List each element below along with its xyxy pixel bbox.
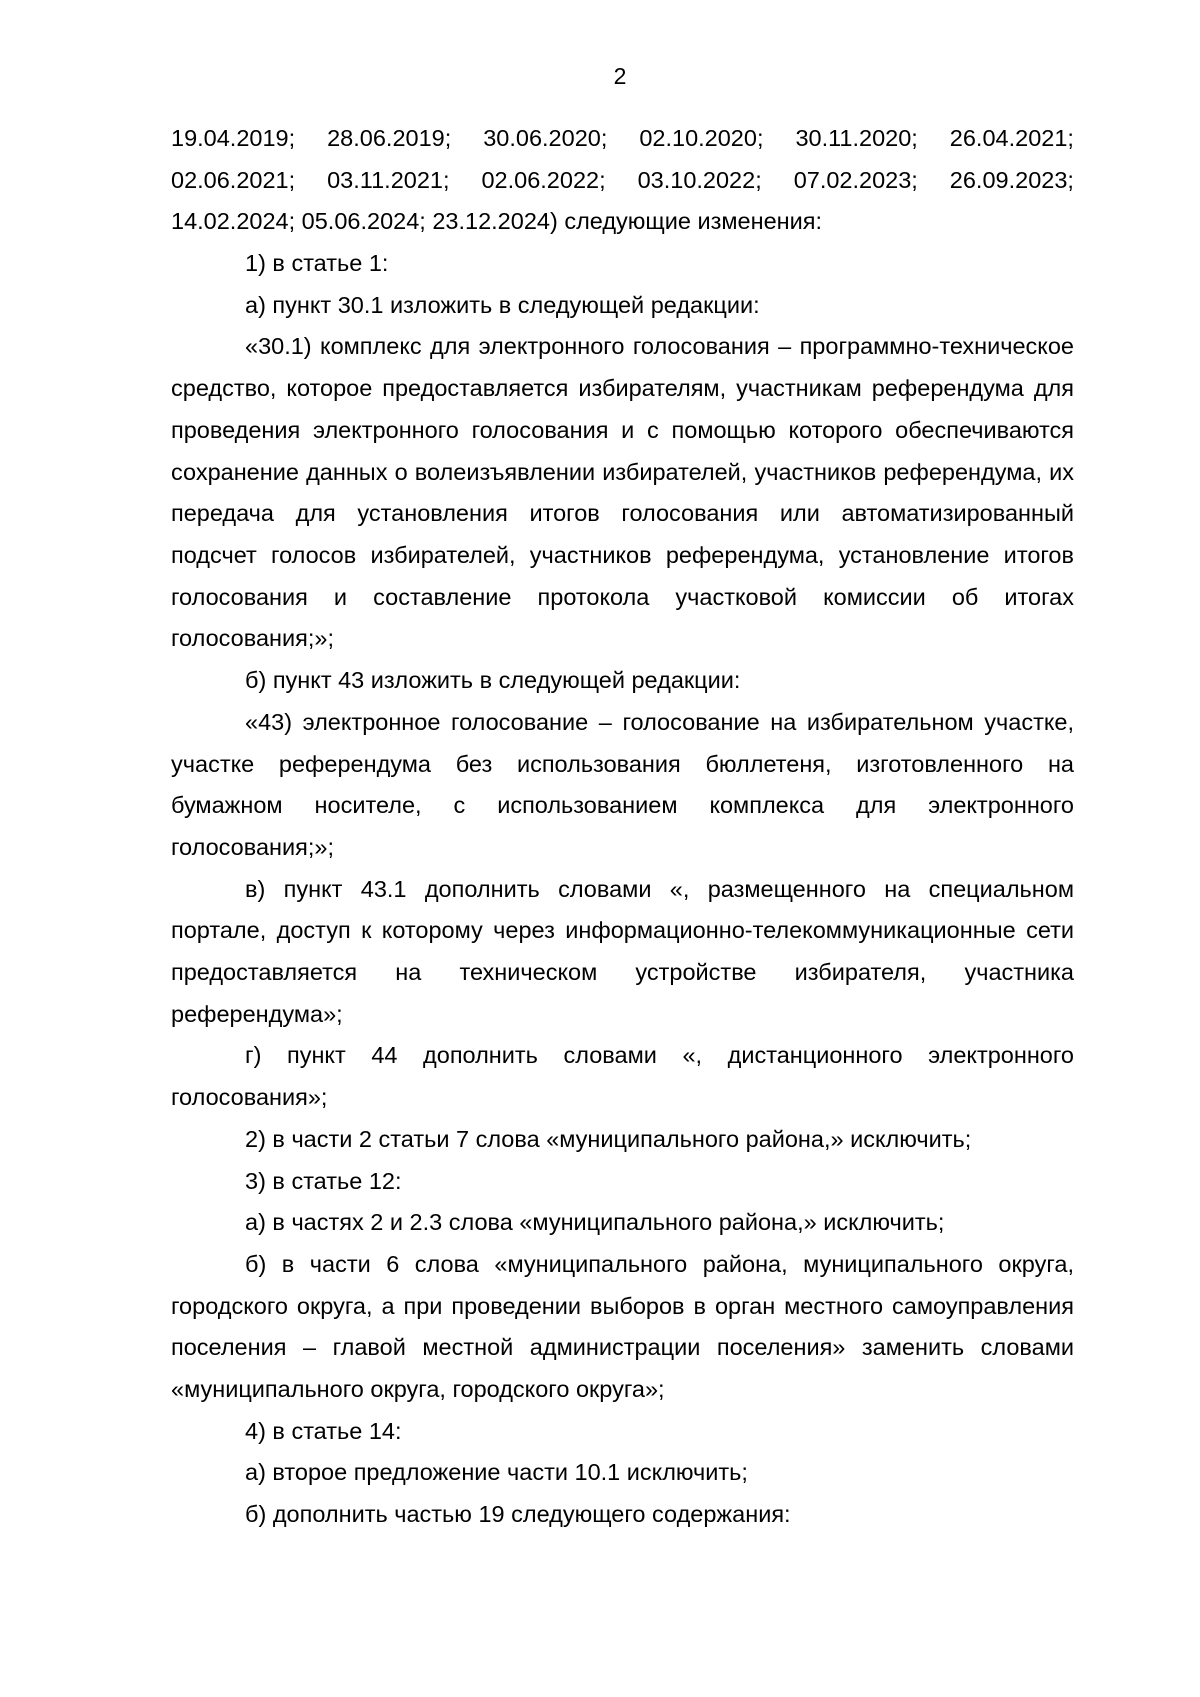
item-4-subitem-a-text: а) второе предложение части 10.1 исключить; bbox=[245, 1459, 748, 1486]
amendment-date: 30.06.2020; bbox=[483, 125, 608, 151]
amendment-date: 19.04.2019; bbox=[171, 125, 296, 151]
page-number: 2 bbox=[613, 63, 627, 89]
amendment-date: 07.02.2023; bbox=[793, 166, 918, 193]
subitem-a-heading: а) пункт 30.1 изложить в следующей редакции: bbox=[245, 291, 760, 318]
amendment-dates-row bbox=[171, 118, 1074, 160]
item-3-subitem-a-text: а) в частях 2 и 2.3 слова «муниципального района,» исключить; bbox=[245, 1209, 945, 1236]
clause-43-text: «43) электронное голосование – голосование на избирательном участке, участке референдума без использования бюллетеня, изготовленного на бумажном носителе, с использованием комплекса для электронного голосования;»; bbox=[171, 708, 1074, 860]
subitem-g-text: г) пункт 44 дополнить словами «, дистанционного электронного голосования»; bbox=[171, 1042, 1074, 1111]
document-body bbox=[171, 118, 1074, 1536]
amendment-date: 02.06.2021; bbox=[171, 166, 296, 193]
amendment-intro-line: 14.02.2024; 05.06.2024; 23.12.2024) следующие изменения: bbox=[171, 208, 823, 235]
amendment-date: 03.10.2022; bbox=[637, 166, 762, 193]
amendment-date: 26.09.2023; bbox=[949, 166, 1074, 193]
amendment-date: 03.11.2021; bbox=[327, 166, 450, 193]
item-4-subitem-b-text: б) дополнить частью 19 следующего содержания: bbox=[245, 1501, 791, 1528]
amendment-date: 02.10.2020; bbox=[639, 125, 764, 151]
item-3-subitem-b-text: б) в части 6 слова «муниципального района, муниципального округа, городского округа, а при проведении выборов в орган местного самоуправления поселения – главой местной администрации поселения» заменить словами «муниципального округа, городского округа»; bbox=[171, 1250, 1074, 1403]
subitem-v-text: в) пункт 43.1 дополнить словами «, размещенного на специальном портале, доступ к которому через информационно-телекоммуникационные сети предоставляется на техническом устройстве избирателя, участника референдума»; bbox=[171, 875, 1074, 1027]
item-4-heading: 4) в статье 14: bbox=[245, 1417, 402, 1444]
amendment-date: 02.06.2022; bbox=[481, 166, 606, 193]
amendment-date: 28.06.2019; bbox=[327, 125, 452, 151]
item-1-heading: 1) в статье 1: bbox=[245, 250, 389, 277]
item-3-heading: 3) в статье 12: bbox=[245, 1167, 402, 1194]
clause-30-1-text: «30.1) комплекс для электронного голосования – программно-техническое средство, которое предоставляется избирателям, участникам референдума для проведения электронного голосования и с помощью которого обеспечиваются сохранение данных о волеизъявлении избирателей, участников референдума, их передача для установления итогов голосования или автоматизированный подсчет голосов избирателей, участников референдума, установление итогов голосования и составление протокола участковой комиссии об итогах голосования;»; bbox=[171, 333, 1074, 652]
item-2-text: 2) в части 2 статьи 7 слова «муниципального района,» исключить; bbox=[245, 1125, 972, 1152]
amendment-dates-row bbox=[171, 160, 1074, 202]
amendment-date: 26.04.2021; bbox=[949, 125, 1074, 151]
amendment-date: 30.11.2020; bbox=[795, 125, 918, 151]
subitem-b-heading: б) пункт 43 изложить в следующей редакции: bbox=[245, 667, 741, 694]
